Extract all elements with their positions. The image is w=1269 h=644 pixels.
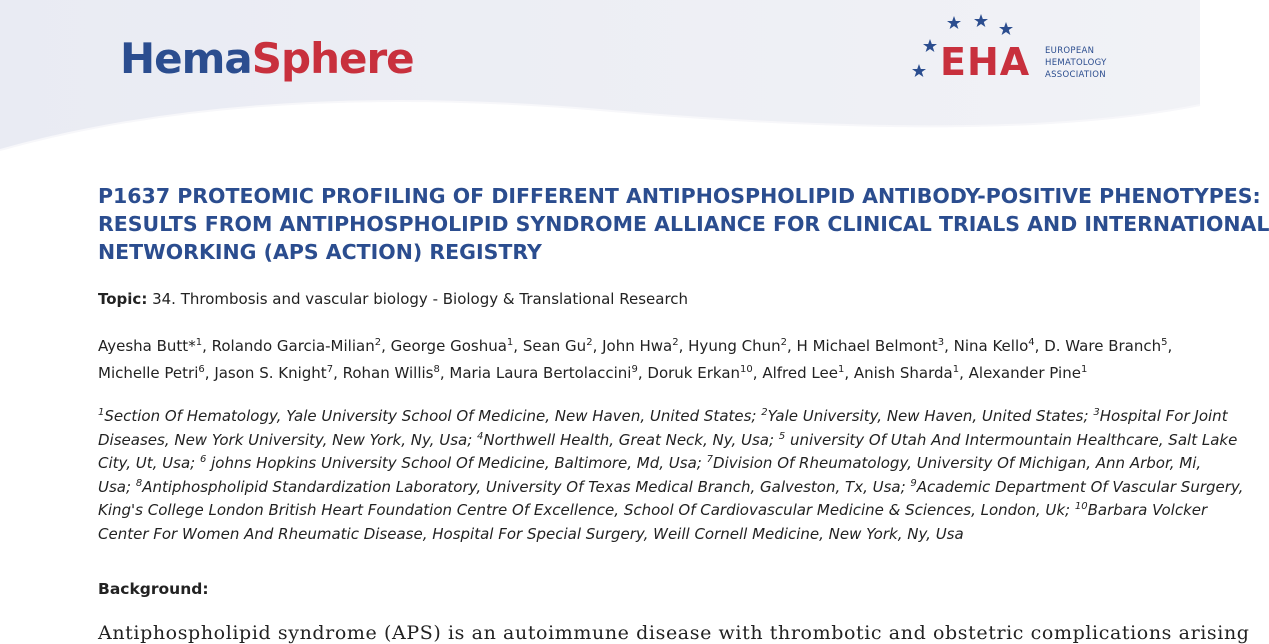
author-name: Ayesha Butt* bbox=[98, 337, 196, 355]
author-affiliation-number: 1 bbox=[837, 364, 845, 375]
author-separator: , bbox=[752, 364, 763, 382]
author-affiliation-number: 6 bbox=[198, 364, 205, 375]
affiliation-line bbox=[98, 429, 1243, 453]
affiliation-line bbox=[98, 476, 1243, 500]
topic-label: Topic: bbox=[98, 290, 148, 308]
affiliation-number: 9 bbox=[910, 477, 917, 489]
affiliation-text: Barbara Volcker bbox=[1087, 501, 1208, 519]
affiliation-text: City, Ut, Usa; bbox=[98, 454, 200, 472]
affiliation-text: Hospital For Joint bbox=[1099, 407, 1228, 425]
author-affiliation-number: 1 bbox=[1080, 364, 1088, 375]
affiliation-line bbox=[98, 405, 1243, 429]
author-affiliation-number: 1 bbox=[506, 337, 514, 348]
author-affiliation-number: 10 bbox=[740, 364, 753, 375]
abstract-title bbox=[98, 182, 1269, 266]
author-name: Michelle Petri bbox=[98, 364, 199, 382]
title-line: P1637 PROTEOMIC PROFILING OF DIFFERENT ANTIPHOSPHOLIPID ANTIBODY-POSITIVE PHENOTYPES: bbox=[98, 184, 1261, 208]
affiliation-text: johns Hopkins University School Of Medicine, Baltimore, Md, Usa; bbox=[206, 454, 707, 472]
affiliation-list bbox=[98, 405, 1243, 546]
background-text: Antiphospholipid syndrome (APS) is an autoimmune disease with thrombotic and obstetric complications arising bbox=[98, 622, 1250, 644]
affiliation-text: Center For Women And Rheumatic Disease, Hospital For Special Surgery, Weill Cornell Medicine, New York, Ny, Usa bbox=[98, 524, 964, 543]
author-line bbox=[98, 360, 1172, 387]
affiliation-number: 7 bbox=[706, 454, 713, 465]
author-affiliation-number: 1 bbox=[195, 337, 203, 348]
affiliation-number: 3 bbox=[1093, 407, 1100, 418]
title-line: RESULTS FROM ANTIPHOSPHOLIPID SYNDROME ALLIANCE FOR CLINICAL TRIALS AND INTERNATIONAL bbox=[98, 212, 1269, 236]
affiliation-number: 6 bbox=[199, 454, 207, 465]
eha-subtitle-line: HEMATOLOGY bbox=[1045, 58, 1107, 68]
author-affiliation-number: 5 bbox=[1161, 337, 1168, 348]
author-separator: , bbox=[513, 337, 523, 355]
affiliation-number: 2 bbox=[761, 407, 768, 418]
topic bbox=[98, 290, 688, 308]
author-separator: , bbox=[1167, 337, 1173, 355]
author-separator: , bbox=[439, 364, 450, 382]
author-affiliation-number: 8 bbox=[433, 364, 440, 375]
author-affiliation-number: 7 bbox=[326, 364, 334, 375]
author-name: George Goshua bbox=[390, 337, 507, 355]
eha-logo-text: EHA bbox=[940, 40, 1031, 84]
topic-value: 34. Thrombosis and vascular biology - Biology & Translational Research bbox=[147, 290, 689, 308]
affiliation-line bbox=[98, 452, 1243, 476]
eha-subtitle-line: ASSOCIATION bbox=[1045, 70, 1106, 80]
affiliation-text: university Of Utah And Intermountain Healthcare, Salt Lake bbox=[785, 430, 1238, 449]
affiliation-text: Antiphospholipid Standardization Laboratory, University Of Texas Medical Branch, Galveston, Tx, Usa; bbox=[142, 477, 911, 496]
author-separator: , bbox=[844, 364, 854, 382]
author-name: John Hwa bbox=[602, 337, 673, 355]
author-name: Alexander Pine bbox=[968, 364, 1081, 382]
affiliation-number: 4 bbox=[477, 430, 484, 442]
author-separator: , bbox=[592, 337, 603, 355]
affiliation-line bbox=[98, 523, 1243, 547]
author-affiliation-number: 2 bbox=[672, 337, 679, 348]
affiliation-text: King's College London British Heart Foundation Centre Of Excellence, School Of Cardiovascular Medicine & Sciences, London, Uk; bbox=[98, 501, 1075, 519]
author-name: Doruk Erkan bbox=[647, 364, 741, 382]
star-icon bbox=[999, 22, 1013, 35]
author-affiliation-number: 4 bbox=[1028, 337, 1035, 348]
hemasphere-logo bbox=[120, 34, 414, 84]
author-affiliation-number: 2 bbox=[586, 337, 593, 348]
author-name: Rolando Garcia-Milian bbox=[211, 337, 375, 355]
author-list bbox=[98, 333, 1172, 387]
author-separator: , bbox=[202, 337, 212, 355]
logo-hema-text: Hema bbox=[120, 34, 252, 83]
affiliation-text: Yale University, New Haven, United States; bbox=[767, 407, 1094, 425]
author-affiliation-number: 2 bbox=[374, 337, 382, 348]
author-name: Hyung Chun bbox=[688, 337, 781, 355]
author-affiliation-number: 2 bbox=[780, 337, 787, 348]
author-name: Rohan Willis bbox=[342, 364, 434, 382]
author-name: Jason S. Knight bbox=[214, 364, 327, 382]
affiliation-text: Usa; bbox=[98, 477, 136, 496]
author-separator: , bbox=[637, 364, 648, 382]
author-separator: , bbox=[944, 337, 954, 355]
author-separator: , bbox=[678, 337, 689, 355]
author-separator: , bbox=[787, 337, 797, 355]
author-line bbox=[98, 333, 1172, 360]
star-icon bbox=[947, 16, 961, 29]
author-separator: , bbox=[333, 364, 343, 382]
author-name: Maria Laura Bertolaccini bbox=[449, 364, 632, 382]
affiliation-number: 5 bbox=[778, 430, 786, 442]
logo-sphere-text: Sphere bbox=[251, 34, 414, 83]
title-line: NETWORKING (APS ACTION) REGISTRY bbox=[98, 240, 542, 264]
affiliation-number: 8 bbox=[135, 477, 143, 489]
eha-subtitle-line: EUROPEAN bbox=[1045, 46, 1095, 56]
affiliation-number: 10 bbox=[1074, 501, 1088, 512]
affiliation-text: Northwell Health, Great Neck, Ny, Usa; bbox=[483, 430, 779, 449]
author-affiliation-number: 3 bbox=[937, 337, 945, 348]
affiliation-text: Academic Department Of Vascular Surgery, bbox=[916, 477, 1244, 496]
author-affiliation-number: 1 bbox=[952, 364, 960, 375]
author-name: Nina Kello bbox=[953, 337, 1029, 355]
author-name: D. Ware Branch bbox=[1044, 337, 1162, 355]
author-separator: , bbox=[204, 364, 215, 382]
author-name: H Michael Belmont bbox=[796, 337, 938, 355]
star-icon bbox=[912, 64, 926, 77]
affiliation-number: 1 bbox=[98, 407, 105, 418]
author-separator: , bbox=[959, 364, 969, 382]
author-separator: , bbox=[381, 337, 391, 355]
affiliation-line bbox=[98, 499, 1243, 523]
author-name: Anish Sharda bbox=[853, 364, 953, 382]
background-heading: Background: bbox=[98, 580, 209, 598]
author-name: Sean Gu bbox=[522, 337, 587, 355]
affiliation-text: Diseases, New York University, New York, Ny, Usa; bbox=[98, 430, 478, 449]
author-affiliation-number: 9 bbox=[631, 364, 638, 375]
affiliation-text: Division Of Rheumatology, University Of Michigan, Ann Arbor, Mi, bbox=[713, 454, 1202, 472]
author-name: Alfred Lee bbox=[762, 364, 838, 382]
star-icon bbox=[974, 14, 988, 27]
affiliation-text: Section Of Hematology, Yale University School Of Medicine, New Haven, United States; bbox=[104, 407, 762, 425]
author-separator: , bbox=[1034, 337, 1045, 355]
star-icon bbox=[923, 39, 937, 52]
eha-subtitle bbox=[1045, 45, 1107, 81]
